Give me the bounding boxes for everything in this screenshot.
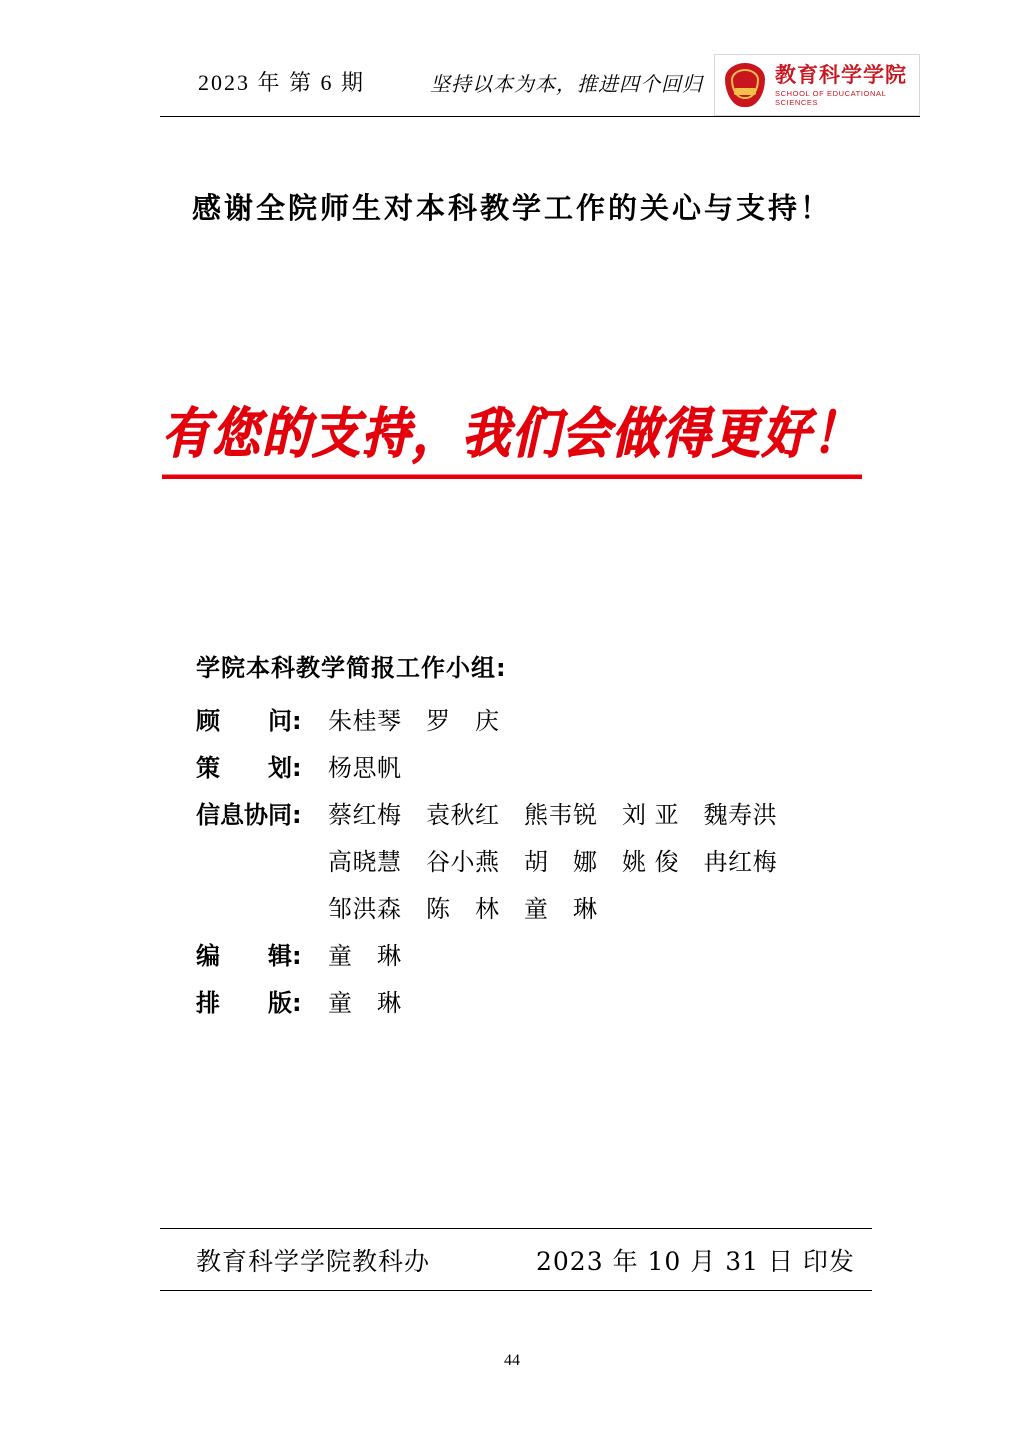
staff-value: 朱桂琴 罗 庆: [328, 707, 500, 735]
staff-value-continuation: 邹洪森 陈 林 童 琳: [328, 895, 598, 923]
logo-text: [775, 63, 919, 107]
staff-label: 顾 问:: [196, 707, 302, 735]
header-divider: [160, 116, 920, 117]
staff-row: [196, 701, 896, 736]
staff-row: [196, 983, 896, 1018]
staff-row: [196, 795, 896, 830]
staff-value: 杨思帆: [328, 754, 402, 782]
staff-value: 蔡红梅 袁秋红 熊韦锐 刘 亚 魏寿洪: [328, 801, 778, 829]
staff-credits: [196, 648, 896, 1030]
logo-name-en: SCHOOL OF EDUCATIONAL SCIENCES: [775, 89, 887, 108]
page-number: 44: [504, 1352, 520, 1369]
staff-row: [196, 936, 896, 971]
staff-label: 信息协同:: [196, 801, 302, 829]
staff-value-continuation: 高晓慧 谷小燕 胡 娜 姚 俊 冉红梅: [328, 848, 778, 876]
staff-row: [196, 748, 896, 783]
footer-date: 2023 年 10 月 31 日 印发: [536, 1247, 855, 1276]
header-slogan: 坚持以本为本，推进四个回归: [430, 72, 703, 96]
red-slogan-text: 有您的支持，我们会做得更好！: [162, 391, 862, 479]
staff-label: 排 版:: [196, 989, 302, 1017]
staff-value: 童 琳: [328, 989, 402, 1017]
staff-value: 童 琳: [328, 942, 402, 970]
red-slogan-block: [0, 400, 1024, 479]
staff-label: 编 辑:: [196, 942, 302, 970]
logo-name-cn: 教育科学学院: [775, 61, 907, 87]
issue-label: 2023 年 第 6 期: [198, 70, 366, 95]
school-logo: [714, 54, 920, 116]
footer-issuer: 教育科学学院教科办: [196, 1247, 431, 1276]
footer-divider-top: [160, 1228, 872, 1229]
school-emblem-icon: [721, 61, 769, 109]
staff-label: 策 划:: [196, 754, 302, 782]
footer-divider-bottom: [160, 1290, 872, 1291]
thanks-line: 感谢全院师生对本科教学工作的关心与支持！: [191, 191, 832, 225]
page-header: [160, 58, 920, 124]
staff-title: 学院本科教学简报工作小组:: [196, 654, 507, 682]
